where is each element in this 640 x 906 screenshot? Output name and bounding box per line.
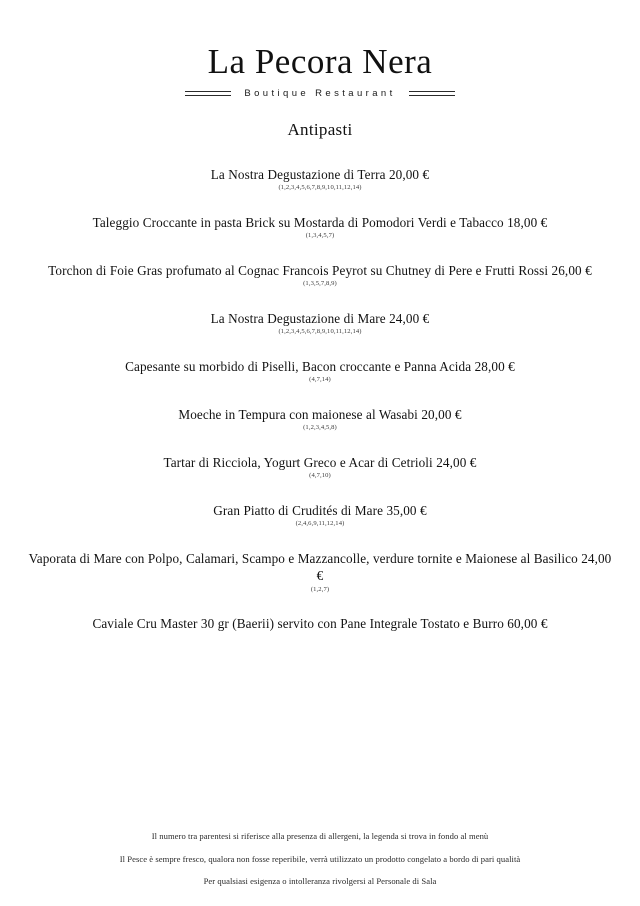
rule-right-icon: [409, 91, 455, 96]
menu-item-allergens: (1,2,3,4,5,6,7,8,9,10,11,12,14): [278, 184, 362, 192]
section-title: Antipasti: [287, 119, 353, 139]
menu-item: [24, 358, 616, 384]
menu-item: [24, 502, 616, 528]
rule-left-icon: [185, 91, 231, 96]
footer-note: Il Pesce è sempre fresco, qualora non fosse reperibile, verrà utilizzato un prodotto congelato a bordo di pari qualità: [119, 853, 521, 864]
menu-item-name: Taleggio Croccante in pasta Brick su Mostarda di Pomodori Verdi e Tabacco 18,00 €: [92, 214, 548, 230]
brand-name: La Pecora Nera: [207, 42, 433, 81]
menu-item-name: Torchon di Foie Gras profumato al Cognac Francois Peyrot su Chutney di Pere e Frutti Rossi 26,00 €: [48, 262, 592, 278]
footer-note: Il numero tra parentesi si riferisce alla presenza di allergeni, la legenda si trova in fondo al menù: [151, 831, 489, 842]
menu-item: [24, 310, 616, 336]
menu-item: [24, 166, 616, 192]
menu-item: [24, 406, 616, 432]
menu-item-allergens: (1,2,3,4,5,8): [303, 424, 337, 432]
menu-item-name: La Nostra Degustazione di Terra 20,00 €: [210, 166, 430, 182]
menu-item-allergens: (1,2,7): [310, 585, 330, 593]
menu-item-allergens: (1,3,5,7,8,9): [303, 280, 337, 288]
menu-item: [24, 615, 616, 632]
menu-item-name: La Nostra Degustazione di Mare 24,00 €: [210, 310, 430, 326]
footer-notes: [24, 832, 616, 886]
brand-tagline: Boutique Restaurant: [244, 87, 396, 99]
menu-item-name: Tartar di Ricciola, Yogurt Greco e Acar di Cetrioli 24,00 €: [163, 454, 477, 470]
menu-item-allergens: (1,2,3,4,5,6,7,8,9,10,11,12,14): [278, 328, 362, 336]
menu-item-allergens: (4,7,14): [309, 376, 331, 384]
menu-item-allergens: (2,4,6,9,11,12,14): [295, 520, 345, 528]
menu-item: [24, 550, 616, 593]
menu-item: [24, 262, 616, 288]
menu-item-allergens: (1,3,4,5,7): [305, 232, 335, 240]
menu-item-name: Caviale Cru Master 30 gr (Baerii) servito con Pane Integrale Tostato e Burro 60,00 €: [92, 616, 548, 632]
menu-list: [24, 166, 616, 655]
menu-item-allergens: (4,7,10): [309, 472, 331, 480]
menu-item-name: Vaporata di Mare con Polpo, Calamari, Scampo e Mazzancolle, verdure tornite e Maionese al Basilico 24,00 €: [28, 550, 612, 584]
brand-tagline-row: [24, 88, 616, 99]
masthead: [24, 44, 616, 99]
footer-note: Per qualsiasi esigenza o intolleranza rivolgersi al Personale di Sala: [203, 876, 437, 887]
menu-item-name: Capesante su morbido di Piselli, Bacon croccante e Panna Acida 28,00 €: [125, 358, 515, 374]
menu-item-name: Moeche in Tempura con maionese al Wasabi 20,00 €: [178, 406, 462, 422]
menu-item: [24, 454, 616, 480]
menu-item: [24, 214, 616, 240]
menu-item-name: Gran Piatto di Crudités di Mare 35,00 €: [213, 502, 427, 518]
